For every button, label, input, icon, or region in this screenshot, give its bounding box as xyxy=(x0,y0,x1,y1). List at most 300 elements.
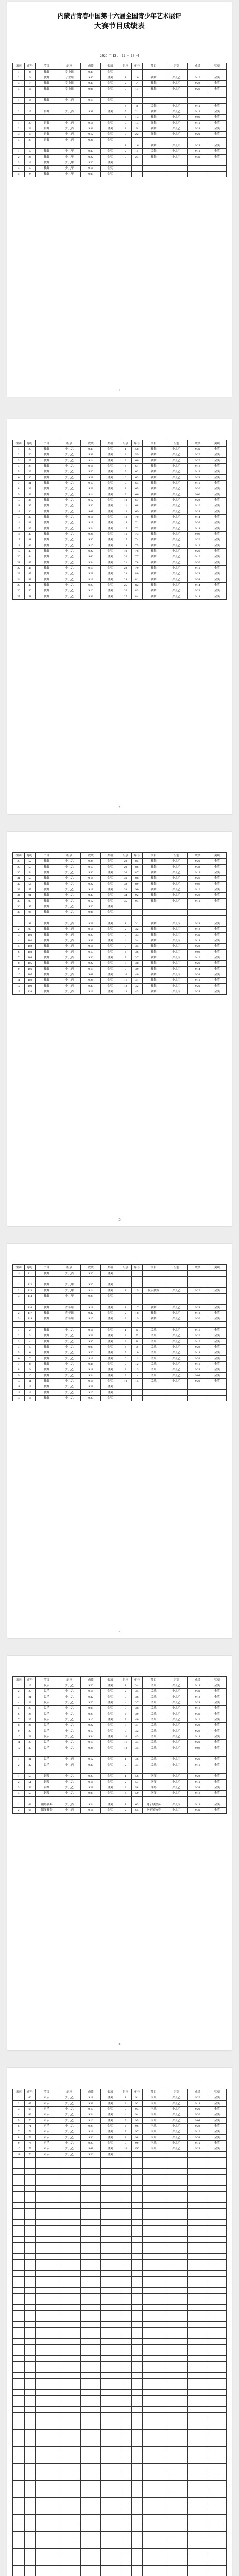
cell-score xyxy=(81,2458,101,2464)
cell-program: 民舞 xyxy=(142,149,165,155)
table-row xyxy=(13,2328,227,2333)
cell-index xyxy=(13,2243,25,2248)
cell-group: 青年组 xyxy=(58,1311,81,1316)
cell-score xyxy=(187,2498,208,2503)
cell-number: 85 xyxy=(131,859,142,865)
cell-group xyxy=(58,2481,81,2486)
cell-award xyxy=(101,2192,120,2197)
cell-score xyxy=(187,1271,208,1277)
cell-group xyxy=(165,904,187,910)
cell-score xyxy=(81,1299,101,1305)
cell-group: 少儿乙 xyxy=(165,481,187,486)
cell-award: 金奖 xyxy=(208,458,226,464)
cell-index xyxy=(13,2248,25,2254)
cell-score xyxy=(187,2243,208,2248)
cell-program: 独舞 xyxy=(142,961,165,967)
cell-group: 少儿乙 xyxy=(58,566,81,571)
table-row xyxy=(13,1316,227,1322)
table-row xyxy=(13,2435,227,2441)
cell-number: 68 xyxy=(25,2107,36,2112)
cell-group xyxy=(165,2333,187,2339)
cell-score xyxy=(81,2447,101,2452)
cell-number: 43 xyxy=(131,989,142,995)
cell-number: 102 xyxy=(25,944,36,950)
cell-number xyxy=(25,2169,36,2175)
cell-score: 9.26 xyxy=(81,1271,101,1277)
cell-number: 50 xyxy=(25,588,36,594)
cell-number: 91 xyxy=(131,2095,142,2101)
cell-program: 民乐 xyxy=(142,1728,165,1734)
cell-index xyxy=(120,1768,131,1774)
cell-award xyxy=(101,2373,120,2379)
cell-program xyxy=(142,2169,165,2175)
cell-program xyxy=(142,2469,165,2475)
cell-score: 9.12 xyxy=(187,109,208,115)
cell-number xyxy=(131,2384,142,2390)
cell-index xyxy=(120,2345,131,2350)
cell-program: 民乐 xyxy=(36,1723,58,1728)
cell-award: 金奖 xyxy=(101,543,120,549)
cell-award xyxy=(208,2430,226,2435)
cell-program: 独舞 xyxy=(36,447,58,452)
cell-group: 少儿乙 xyxy=(165,1728,187,1734)
cell-index xyxy=(120,2299,131,2305)
cell-program: 民乐 xyxy=(142,1717,165,1723)
cell-award: 金奖 xyxy=(101,132,120,138)
cell-group: 少儿乙 xyxy=(58,899,81,904)
cell-group: 少儿丙 xyxy=(165,1762,187,1768)
cell-number: 114 xyxy=(25,1294,36,1299)
cell-award xyxy=(208,2333,226,2339)
cell-program xyxy=(142,2311,165,2316)
cell-group xyxy=(58,2186,81,2192)
cell-program xyxy=(36,2169,58,2175)
column-header-program: 节目 xyxy=(142,440,165,447)
cell-number: 35 xyxy=(25,503,36,509)
cell-number: 57 xyxy=(131,1780,142,1785)
cell-index xyxy=(13,2549,25,2554)
cell-group: 少儿丙 xyxy=(165,1808,187,1814)
cell-program: 声乐 xyxy=(142,2101,165,2107)
cell-program: 独舞 xyxy=(36,166,58,172)
cell-group: 少儿乙 xyxy=(58,910,81,916)
cell-group xyxy=(58,2192,81,2197)
cell-award xyxy=(101,2322,120,2328)
cell-number xyxy=(25,2413,36,2418)
table-row xyxy=(13,520,227,526)
cell-group: 少儿乙 xyxy=(58,549,81,554)
cell-score: 9.30 xyxy=(81,149,101,155)
cell-program: 声乐 xyxy=(36,2129,58,2135)
table-row xyxy=(13,2095,227,2101)
cell-number xyxy=(131,2458,142,2464)
cell-program xyxy=(142,2316,165,2322)
cell-number: 16 xyxy=(25,87,36,92)
cell-group xyxy=(58,2537,81,2543)
cell-number: 86 xyxy=(131,865,142,870)
cell-number xyxy=(25,2362,36,2367)
column-header-group: 组别 xyxy=(58,853,81,859)
cell-program xyxy=(36,2424,58,2430)
cell-index: 10 xyxy=(13,2146,25,2152)
cell-award: 金奖 xyxy=(208,143,226,149)
cell-score xyxy=(81,2288,101,2294)
cell-program xyxy=(36,2464,58,2469)
document-page-5 xyxy=(7,1656,232,2050)
column-header-group: 组别 xyxy=(58,440,81,447)
cell-program: 独舞 xyxy=(142,143,165,149)
cell-program xyxy=(142,2520,165,2526)
column-header-number: 序号 xyxy=(131,2089,142,2095)
cell-number: 21 xyxy=(25,1694,36,1700)
table-row xyxy=(13,2430,227,2435)
cell-award xyxy=(208,2435,226,2441)
cell-group xyxy=(58,2384,81,2390)
cell-program: 群舞 xyxy=(36,109,58,115)
cell-award: 金奖 xyxy=(208,1689,226,1694)
cell-index: 7 xyxy=(120,1717,131,1723)
cell-group: 少儿乙 xyxy=(58,577,81,583)
table-row xyxy=(13,571,227,577)
cell-program: 钢琴独奏 xyxy=(36,1802,58,1808)
cell-program: 独舞 xyxy=(142,469,165,475)
cell-index xyxy=(13,2526,25,2532)
cell-number xyxy=(131,2526,142,2532)
cell-index: 34 xyxy=(13,893,25,899)
cell-number: 90 xyxy=(131,887,142,893)
cell-group xyxy=(58,2418,81,2424)
cell-award: 金奖 xyxy=(208,1694,226,1700)
cell-index xyxy=(13,2418,25,2424)
cell-index xyxy=(13,1751,25,1757)
cell-program: 民舞 xyxy=(142,104,165,109)
table-row xyxy=(13,2254,227,2260)
table-row xyxy=(13,2486,227,2492)
cell-group xyxy=(165,2180,187,2186)
cell-number: 107 xyxy=(25,972,36,978)
table-row xyxy=(13,1299,227,1305)
column-header-index: 组别 xyxy=(13,853,25,859)
cell-number: 70 xyxy=(131,515,142,520)
cell-group xyxy=(165,2566,187,2571)
cell-program: 独舞 xyxy=(142,560,165,566)
cell-score xyxy=(187,2503,208,2509)
cell-score: 9.10 xyxy=(81,543,101,549)
cell-index xyxy=(120,2226,131,2231)
cell-number: 41 xyxy=(131,1723,142,1728)
cell-score: 9.20 xyxy=(81,469,101,475)
cell-number: 66 xyxy=(25,2095,36,2101)
cell-index xyxy=(120,2277,131,2282)
cell-award: 金奖 xyxy=(101,1785,120,1791)
cell-score xyxy=(81,2401,101,2407)
cell-group xyxy=(165,1390,187,1396)
results-table xyxy=(12,440,227,600)
cell-score: 9.08 xyxy=(81,509,101,515)
cell-award xyxy=(101,2350,120,2356)
cell-number: 93 xyxy=(131,2107,142,2112)
cell-group: 少儿乙 xyxy=(165,475,187,481)
cell-program: 独舞 xyxy=(142,927,165,933)
cell-index xyxy=(13,115,25,121)
cell-number: 91 xyxy=(25,893,36,899)
cell-group: 少儿乙 xyxy=(165,1345,187,1350)
cell-group: 专业组 xyxy=(58,81,81,87)
cell-group: 少儿丙 xyxy=(58,98,81,104)
cell-score xyxy=(81,2469,101,2475)
column-header-score: 成绩 xyxy=(187,63,208,70)
cell-group: 少儿乙 xyxy=(165,588,187,594)
table-row xyxy=(13,961,227,967)
cell-number: 35 xyxy=(131,1689,142,1694)
cell-number: 25 xyxy=(25,1717,36,1723)
cell-number xyxy=(131,1277,142,1282)
cell-group xyxy=(165,2294,187,2299)
cell-number: 22 xyxy=(25,126,36,132)
cell-number xyxy=(25,2452,36,2458)
cell-program: 独舞 xyxy=(36,458,58,464)
table-row xyxy=(13,2163,227,2169)
cell-index xyxy=(120,2458,131,2464)
cell-award xyxy=(208,2509,226,2515)
table-row xyxy=(13,2520,227,2526)
cell-number xyxy=(131,2248,142,2254)
cell-index: 2 xyxy=(13,2101,25,2107)
cell-group xyxy=(165,2481,187,2486)
table-row xyxy=(13,1768,227,1774)
cell-number xyxy=(131,1299,142,1305)
cell-index xyxy=(120,2537,131,2543)
cell-award: 金奖 xyxy=(208,887,226,893)
table-row xyxy=(13,2441,227,2447)
table-row xyxy=(13,2282,227,2288)
cell-number xyxy=(131,172,142,177)
cell-index xyxy=(120,1322,131,1328)
cell-number xyxy=(131,2435,142,2441)
cell-number: 92 xyxy=(131,2101,142,2107)
cell-group xyxy=(165,2288,187,2294)
cell-group: 少儿乙 xyxy=(58,554,81,560)
cell-award: 金奖 xyxy=(208,503,226,509)
column-header-award: 奖项 xyxy=(208,440,226,447)
cell-award xyxy=(208,2350,226,2356)
cell-program: 声乐 xyxy=(142,2124,165,2129)
table-row xyxy=(13,464,227,469)
cell-score: 9.32 xyxy=(81,1694,101,1700)
cell-program xyxy=(36,2543,58,2549)
cell-program xyxy=(36,2328,58,2333)
cell-index: 3 xyxy=(120,1694,131,1700)
cell-index: 1 xyxy=(13,1305,25,1311)
cell-number: 34 xyxy=(131,1683,142,1689)
cell-number: 44 xyxy=(131,1740,142,1745)
cell-number: 32 xyxy=(131,927,142,933)
table-row xyxy=(13,115,227,121)
cell-program: 独舞 xyxy=(142,972,165,978)
cell-number: 43 xyxy=(131,1734,142,1740)
cell-number xyxy=(25,2441,36,2447)
cell-group xyxy=(58,2475,81,2481)
table-row xyxy=(13,1277,227,1282)
cell-score xyxy=(187,1277,208,1282)
cell-number: 31 xyxy=(25,1757,36,1762)
column-header-award: 奖项 xyxy=(101,2089,120,2095)
cell-group: 少儿乙 xyxy=(58,2118,81,2124)
cell-score: 9.18 xyxy=(81,1367,101,1373)
cell-number xyxy=(131,2373,142,2379)
cell-index: 7 xyxy=(120,1362,131,1367)
cell-award: 金奖 xyxy=(208,933,226,938)
table-row xyxy=(13,2452,227,2458)
cell-award: 金奖 xyxy=(208,115,226,121)
cell-score: 9.36 xyxy=(187,1711,208,1717)
cell-index xyxy=(13,2299,25,2305)
cell-group: 少儿乙 xyxy=(165,1316,187,1322)
cell-index: 2 xyxy=(13,1808,25,1814)
cell-number xyxy=(25,92,36,98)
table-row xyxy=(13,92,227,98)
cell-award: 金奖 xyxy=(101,1728,120,1734)
cell-index: 28 xyxy=(13,859,25,865)
cell-number: 34 xyxy=(25,498,36,503)
cell-program xyxy=(36,2305,58,2311)
cell-program: 独舞 xyxy=(36,887,58,893)
cell-group: 少儿甲 xyxy=(165,143,187,149)
cell-index: 27 xyxy=(120,594,131,600)
cell-index: 5 xyxy=(120,109,131,115)
table-row xyxy=(13,70,227,75)
cell-award xyxy=(208,2566,226,2571)
cell-index: 1 xyxy=(120,921,131,927)
cell-group xyxy=(165,2220,187,2226)
cell-program xyxy=(36,2260,58,2265)
cell-number: 13 xyxy=(131,1367,142,1373)
cell-score: 9.12 xyxy=(81,577,101,583)
cell-index xyxy=(13,2169,25,2175)
cell-score xyxy=(187,2254,208,2260)
cell-group: 少儿乙 xyxy=(58,1734,81,1740)
table-row xyxy=(13,1328,227,1333)
cell-index: 1 xyxy=(120,1288,131,1294)
cell-award xyxy=(208,2475,226,2481)
cell-award xyxy=(208,2407,226,2413)
cell-number: 45 xyxy=(131,1745,142,1751)
cell-award xyxy=(208,1282,226,1288)
cell-award: 金奖 xyxy=(208,972,226,978)
cell-score xyxy=(81,2554,101,2560)
cell-score xyxy=(187,2220,208,2226)
cell-score: 9.12 xyxy=(81,498,101,503)
cell-award xyxy=(101,2367,120,2373)
cell-award xyxy=(208,2265,226,2271)
cell-score: 9.24 xyxy=(187,475,208,481)
cell-index: 1 xyxy=(120,143,131,149)
cell-program: 独舞 xyxy=(36,1384,58,1390)
table-row xyxy=(13,1396,227,1401)
cell-award xyxy=(208,2345,226,2350)
cell-award xyxy=(101,2226,120,2231)
cell-number xyxy=(25,2407,36,2413)
cell-group: 少儿乙 xyxy=(165,464,187,469)
cell-group xyxy=(58,2333,81,2339)
cell-number: 42 xyxy=(131,1728,142,1734)
table-row xyxy=(13,2509,227,2515)
document-page-4 xyxy=(7,1244,232,1638)
cell-program xyxy=(142,2503,165,2509)
cell-program xyxy=(36,916,58,921)
cell-index xyxy=(120,2520,131,2526)
cell-score xyxy=(81,2418,101,2424)
cell-number: 22 xyxy=(131,132,142,138)
cell-award xyxy=(208,2526,226,2532)
cell-number xyxy=(131,2265,142,2271)
cell-index: 32 xyxy=(13,882,25,887)
table-row xyxy=(13,481,227,486)
cell-program xyxy=(142,2441,165,2447)
cell-number: 50 xyxy=(25,1774,36,1780)
cell-number: 80 xyxy=(131,571,142,577)
cell-group: 少儿乙 xyxy=(165,2135,187,2141)
cell-program: 独舞 xyxy=(36,543,58,549)
cell-group: 少儿乙 xyxy=(58,1373,81,1379)
cell-award: 金奖 xyxy=(101,1339,120,1345)
cell-number: 16 xyxy=(131,143,142,149)
cell-score xyxy=(187,2288,208,2294)
cell-index: 2 xyxy=(120,1780,131,1785)
cell-program xyxy=(36,2192,58,2197)
cell-award: 金奖 xyxy=(208,1762,226,1768)
cell-group: 少儿丙 xyxy=(58,109,81,115)
cell-score xyxy=(81,2169,101,2175)
cell-program: 独舞 xyxy=(142,87,165,92)
cell-index: 33 xyxy=(120,887,131,893)
cell-award xyxy=(208,2390,226,2396)
cell-index: 11 xyxy=(120,978,131,984)
cell-index xyxy=(120,2401,131,2407)
cell-score xyxy=(81,2345,101,2350)
cell-group: 少儿乙 xyxy=(165,899,187,904)
cell-number: 110 xyxy=(25,989,36,995)
cell-program: 独舞 xyxy=(142,498,165,503)
cell-score: 9.10 xyxy=(187,104,208,109)
cell-score: 9.30 xyxy=(81,1339,101,1345)
column-header-score: 成绩 xyxy=(81,63,101,70)
cell-award: 金奖 xyxy=(101,583,120,588)
cell-program: 钢琴 xyxy=(142,1780,165,1785)
cell-group xyxy=(58,2441,81,2447)
cell-program: 独舞 xyxy=(142,566,165,571)
cell-index: 10 xyxy=(13,498,25,503)
cell-award xyxy=(101,2498,120,2503)
cell-index: 3 xyxy=(13,933,25,938)
cell-index: 13 xyxy=(13,515,25,520)
cell-score: 9.26 xyxy=(187,1757,208,1762)
cell-award xyxy=(208,1277,226,1282)
cell-group xyxy=(165,2328,187,2333)
table-row xyxy=(13,1356,227,1362)
table-row xyxy=(13,2322,227,2328)
cell-index: 2 xyxy=(120,1333,131,1339)
cell-group xyxy=(165,2260,187,2265)
cell-score xyxy=(187,2469,208,2475)
table-row xyxy=(13,1384,227,1390)
cell-index xyxy=(120,2407,131,2413)
cell-program: 独舞 xyxy=(36,560,58,566)
cell-index xyxy=(120,2203,131,2209)
table-row xyxy=(13,2350,227,2356)
cell-score xyxy=(81,2537,101,2543)
cell-group xyxy=(165,2214,187,2220)
